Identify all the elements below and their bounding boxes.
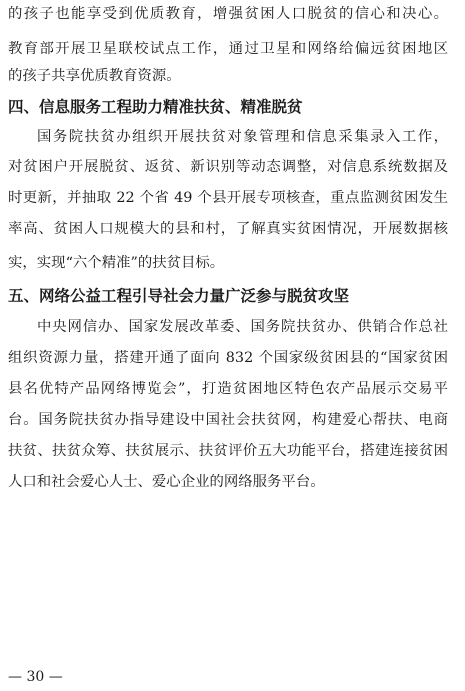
body-text-line: 率高、贫困人口规模大的县和村，了解真实贫困情况，开展数据核 [8,221,448,237]
section-heading: 四、信息服务工程助力精准扶贫、精准脱贫 [8,98,303,116]
body-text-line: 扶贫、扶贫众筹、扶贫展示、扶贫评价五大功能平台，搭建连接贫困 [8,443,448,459]
body-text-line: 台。国务院扶贫办指导建设中国社会扶贫网，构建爱心帮扶、电商 [8,412,448,428]
section-heading: 五、网络公益工程引导社会力量广泛参与脱贫攻坚 [8,287,350,305]
body-text-line: 人口和社会爱心人士、爱心企业的网络服务平台。 [8,474,325,490]
page-number: — 30 — [8,669,63,685]
body-text-line: 教育部开展卫星联校试点工作，通过卫星和网络给偏远贫困地区 [8,41,448,57]
body-text-line: 的孩子共享优质教育资源。 [8,68,181,84]
body-text-line: 国务院扶贫办组织开展扶贫对象管理和信息采集录入工作， [37,129,448,145]
body-text-line: 中央网信办、国家发展改革委、国务院扶贫办、供销合作总社 [37,319,448,335]
body-text-line: 的孩子也能享受到优质教育，增强贫困人口脱贫的信心和决心。 [8,6,448,22]
body-text-line: 对贫困户开展脱贫、返贫、新识别等动态调整，对信息系统数据及 [8,159,448,175]
body-text-line: 实，实现“六个精准”的扶贫目标。 [8,255,225,271]
body-text-line: 组织资源力量，搭建开通了面向 832 个国家级贫困县的“国家贫困 [8,350,448,366]
body-text-line: 时更新，并抽取 22 个省 49 个县开展专项核查，重点监测贫困发生 [8,190,448,206]
body-text-line: 县名优特产品网络博览会”，打造贫困地区特色农产品展示交易平 [8,381,448,397]
